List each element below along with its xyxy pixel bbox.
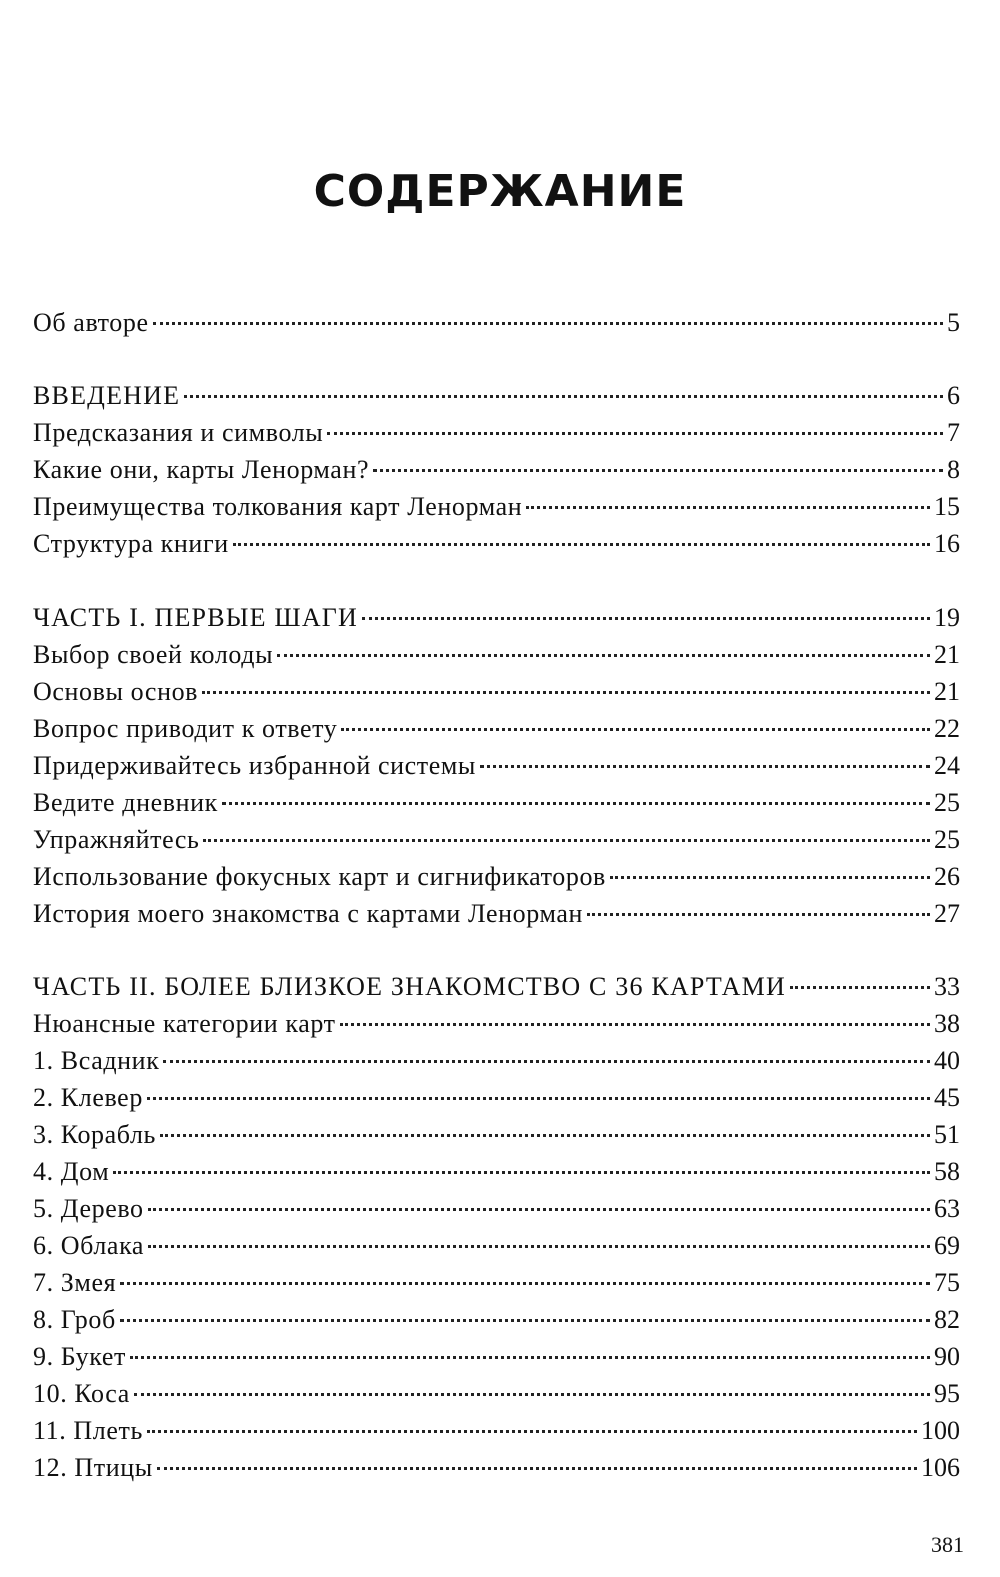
toc-entry-page: 8: [947, 455, 960, 484]
toc-entry-page: 25: [934, 788, 960, 817]
toc-entry-label: 10. Коса: [33, 1379, 130, 1408]
toc-entry-label: Структура книги: [33, 529, 229, 558]
dot-leader: [526, 506, 930, 509]
toc-entry-page: 106: [921, 1453, 960, 1482]
dot-leader: [222, 802, 930, 805]
toc-entry: [33, 637, 960, 673]
toc-entry-label: Упражняйтесь: [33, 825, 200, 854]
toc-entry-label: Ведите дневник: [33, 788, 218, 817]
dot-leader: [790, 986, 930, 989]
toc-entry-page: 33: [934, 972, 960, 1001]
page-number: 381: [931, 1532, 964, 1557]
dot-leader: [327, 432, 943, 435]
toc-entry: [33, 1302, 960, 1338]
dot-leader: [163, 1060, 930, 1063]
dot-leader: [120, 1282, 930, 1285]
dot-leader: [184, 395, 943, 398]
toc-entry-label: Выбор своей колоды: [33, 640, 274, 669]
toc-entry-label: Придерживайтесь избранной системы: [33, 751, 476, 780]
toc-entry-page: 6: [947, 381, 960, 410]
toc-entry-page: 95: [934, 1379, 960, 1408]
toc-entry-page: 75: [934, 1268, 960, 1297]
toc-entry-label: Основы основ: [33, 677, 199, 706]
toc-entry: [33, 1043, 960, 1079]
toc-entry-page: 69: [934, 1231, 960, 1260]
toc-entry: [33, 896, 960, 932]
toc-entry: [33, 1154, 960, 1190]
dot-leader: [610, 876, 930, 879]
dot-leader: [153, 322, 943, 325]
toc-entry-page: 7: [947, 418, 960, 447]
toc-entry-label: 3. Корабль: [33, 1120, 156, 1149]
dot-leader: [202, 691, 930, 694]
dot-leader: [233, 543, 930, 546]
toc-entry-label: 2. Клевер: [33, 1083, 143, 1112]
toc-entry-label: История моего знакомства с картами Ленорман: [33, 899, 584, 928]
dot-leader: [147, 1430, 917, 1433]
toc-entry: [33, 415, 960, 451]
toc-entry-page: 51: [934, 1120, 960, 1149]
toc-entry-page: 24: [934, 751, 960, 780]
toc-entry: [33, 489, 960, 525]
toc-entry: [33, 452, 960, 488]
toc-entry-label: 4. Дом: [33, 1157, 110, 1186]
toc-entry-page: 21: [934, 677, 960, 706]
toc-entry-page: 27: [934, 899, 960, 928]
toc-entry-label: Использование фокусных карт и сигнификаторов: [33, 862, 606, 891]
toc-entry-label: 12. Птицы: [33, 1453, 153, 1482]
dot-leader: [148, 1208, 930, 1211]
toc-entry-label: 5. Дерево: [33, 1194, 144, 1223]
toc-entry-page: 15: [934, 492, 960, 521]
toc-entry-page: 19: [934, 603, 960, 632]
toc-entry: [33, 1228, 960, 1264]
dot-leader: [277, 654, 930, 657]
toc-entry-label: ЧАСТЬ II. БОЛЕЕ БЛИЗКОЕ ЗНАКОМСТВО С 36 КАРТАМИ: [33, 972, 786, 1001]
toc-entry-label: ЧАСТЬ I. ПЕРВЫЕ ШАГИ: [33, 603, 359, 632]
toc-entry: [33, 1265, 960, 1301]
dot-leader: [134, 1393, 930, 1396]
toc-entry: [33, 1376, 960, 1412]
dot-leader: [157, 1467, 917, 1470]
toc-entry-page: 5: [947, 308, 960, 337]
toc-entry: [33, 1080, 960, 1116]
toc-entry: [33, 969, 960, 1005]
dot-leader: [147, 1097, 930, 1100]
toc-entry: [33, 1339, 960, 1375]
dot-leader: [203, 839, 930, 842]
dot-leader: [341, 728, 930, 731]
toc-entry: [33, 378, 960, 414]
toc-entry: [33, 1191, 960, 1227]
dot-leader: [120, 1319, 930, 1322]
toc-entry-label: Об авторе: [33, 308, 149, 337]
toc-entry-page: 100: [921, 1416, 960, 1445]
toc-entry-page: 63: [934, 1194, 960, 1223]
toc-entry-page: 38: [934, 1009, 960, 1038]
toc-entry: [33, 859, 960, 895]
dot-leader: [587, 913, 930, 916]
toc-entry: [33, 1413, 960, 1449]
toc-entry: [33, 711, 960, 747]
toc-entry: [33, 822, 960, 858]
toc-entry-label: Какие они, карты Ленорман?: [33, 455, 370, 484]
toc-entry: [33, 1006, 960, 1042]
toc-entry-page: 82: [934, 1305, 960, 1334]
toc-entry: [33, 526, 960, 562]
dot-leader: [130, 1356, 930, 1359]
dot-leader: [148, 1245, 930, 1248]
toc-entry: [33, 1117, 960, 1153]
toc-entry-page: 90: [934, 1342, 960, 1371]
toc-entry-page: 45: [934, 1083, 960, 1112]
toc-entry-label: Вопрос приводит к ответу: [33, 714, 338, 743]
toc-entry-label: ВВЕДЕНИЕ: [33, 381, 181, 410]
dot-leader: [362, 617, 930, 620]
toc-entry-label: 1. Всадник: [33, 1046, 160, 1075]
toc-entry: [33, 600, 960, 636]
toc-entry: [33, 674, 960, 710]
toc-entry-label: Преимущества толкования карт Ленорман: [33, 492, 523, 521]
toc-entry-label: Предсказания и символы: [33, 418, 324, 447]
toc-entry-page: 58: [934, 1157, 960, 1186]
toc-entry-label: Нюансные категории карт: [33, 1009, 336, 1038]
toc-entry: [33, 785, 960, 821]
toc-entry-page: 26: [934, 862, 960, 891]
toc-entry-label: 11. Плеть: [33, 1416, 143, 1445]
toc-entry-label: 6. Облака: [33, 1231, 145, 1260]
toc-entry: [33, 1450, 960, 1486]
toc-entry-page: 40: [934, 1046, 960, 1075]
toc-entry-label: 7. Змея: [33, 1268, 117, 1297]
toc-entry-page: 16: [934, 529, 960, 558]
toc-entry: [33, 748, 960, 784]
toc-entry-label: 9. Букет: [33, 1342, 126, 1371]
toc-entry-page: 25: [934, 825, 960, 854]
dot-leader: [160, 1134, 930, 1137]
toc-entry-label: 8. Гроб: [33, 1305, 116, 1334]
dot-leader: [480, 765, 930, 768]
dot-leader: [340, 1023, 930, 1026]
toc-entry-page: 22: [934, 714, 960, 743]
dot-leader: [373, 469, 943, 472]
toc-entry-page: 21: [934, 640, 960, 669]
page-title: СОДЕРЖАНИЕ: [313, 166, 687, 217]
toc-entry: [33, 305, 960, 341]
dot-leader: [113, 1171, 930, 1174]
